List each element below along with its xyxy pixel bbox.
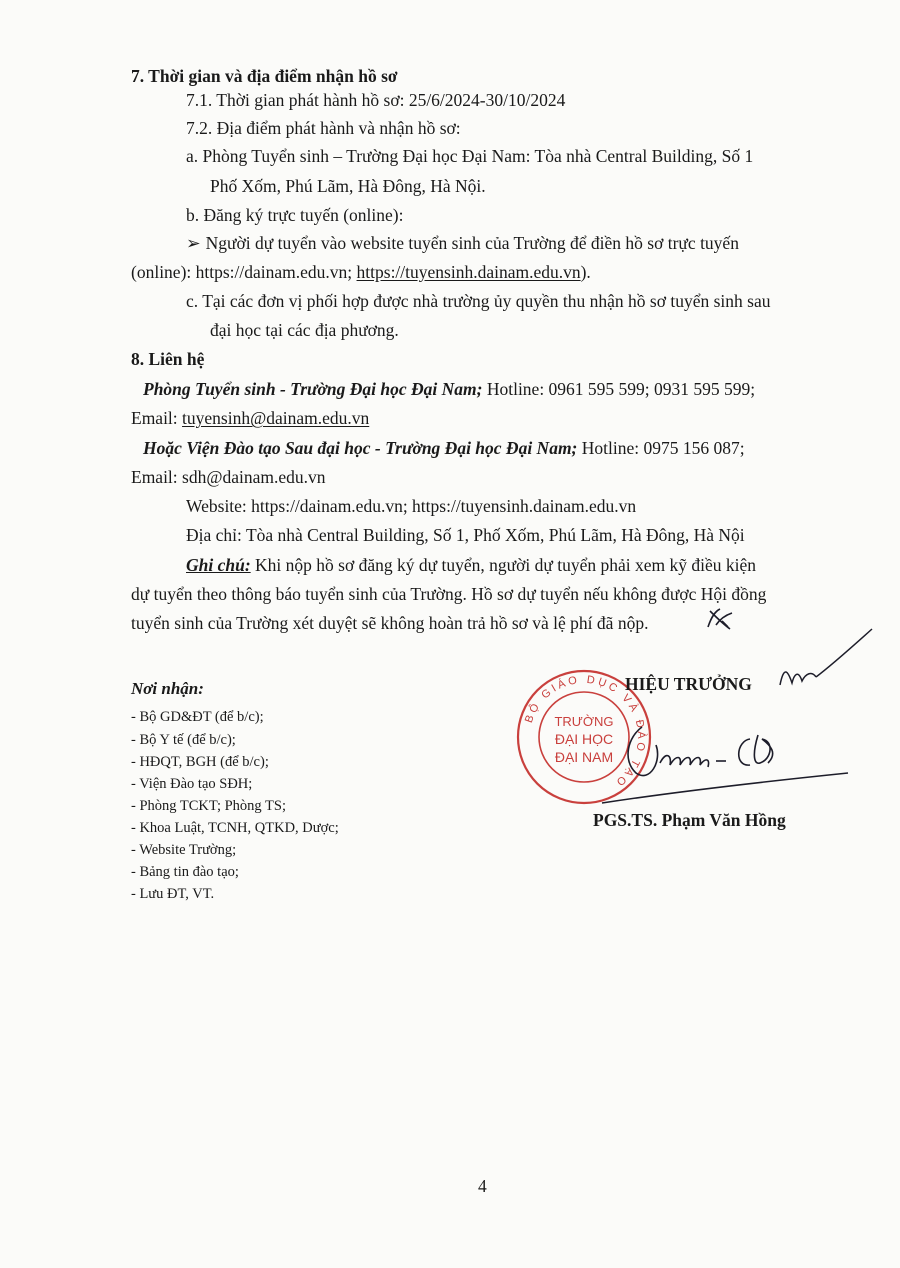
- recipient-item: - Website Trường;: [131, 842, 237, 858]
- recipient-item: - Bộ Y tế (để b/c);: [131, 732, 236, 748]
- item-b: b. Đăng ký trực tuyến (online):: [186, 205, 404, 225]
- note-line1: [186, 557, 756, 575]
- bullet-text: Người dự tuyển vào website tuyển sinh của Trường để điền hồ sơ trực tuyến: [205, 233, 739, 253]
- initials-mark: [702, 605, 738, 635]
- recipient-item: - Viện Đào tạo SĐH;: [131, 776, 253, 792]
- office2-email: Email: sdh@dainam.edu.vn: [131, 467, 326, 487]
- section-7-2: 7.2. Địa điểm phát hành và nhận hồ sơ:: [186, 118, 461, 138]
- note-line1-text: Khi nộp hồ sơ đăng ký dự tuyển, người dự tuyển phải xem kỹ điều kiện: [250, 555, 756, 575]
- note-line2: dự tuyển theo thông báo tuyển sinh của Trường. Hồ sơ dự tuyển nếu không được Hội đồng: [131, 584, 767, 604]
- office1-email-line: [131, 410, 369, 428]
- section-8-heading: 8. Liên hệ: [131, 349, 205, 369]
- note-line3: tuyển sinh của Trường xét duyệt sẽ không hoàn trả hồ sơ và lệ phí đã nộp.: [131, 613, 649, 633]
- section-7-1: 7.1. Thời gian phát hành hồ sơ: 25/6/2024-30/10/2024: [186, 90, 566, 110]
- note-label: Ghi chú:: [186, 555, 251, 575]
- handwritten-signature: [600, 715, 850, 810]
- item-c-line1: c. Tại các đơn vị phối hợp được nhà trường ủy quyền thu nhận hồ sơ tuyển sinh sau: [186, 291, 771, 311]
- signer-name: PGS.TS. Phạm Văn Hồng: [593, 810, 786, 830]
- bullet-line2-prefix: (online): https://dainam.edu.vn;: [131, 262, 357, 282]
- signature-title: HIỆU TRƯỞNG: [625, 674, 752, 694]
- office1-email-link[interactable]: tuyensinh@dainam.edu.vn: [182, 408, 370, 428]
- office1-email-label: Email:: [131, 408, 183, 428]
- tuyensinh-link[interactable]: https://tuyensinh.dainam.edu.vn: [356, 262, 581, 282]
- office1-hotline: Hotline: 0961 595 599; 0931 595 599;: [482, 379, 756, 399]
- bullet-line2: [131, 264, 591, 282]
- recipient-item: - Bảng tin đào tạo;: [131, 864, 239, 880]
- item-c-line2: đại học tại các địa phương.: [210, 320, 399, 340]
- office2-line: [143, 440, 745, 458]
- website-line: Website: https://dainam.edu.vn; https://tuyensinh.dainam.edu.vn: [186, 496, 637, 516]
- section-7-heading: 7. Thời gian và địa điểm nhận hồ sơ: [131, 66, 398, 86]
- recipient-item: - Lưu ĐT, VT.: [131, 886, 215, 902]
- office1-name: Phòng Tuyển sinh - Trường Đại học Đại Nam;: [143, 379, 483, 399]
- office1-line: [143, 381, 755, 399]
- svg-text:ĐẠI HỌC: ĐẠI HỌC: [554, 731, 614, 747]
- recipient-item: - HĐQT, BGH (để b/c);: [131, 754, 269, 770]
- svg-text:ĐẠI NAM: ĐẠI NAM: [554, 749, 614, 765]
- svg-text:TRƯỜNG: TRƯỜNG: [554, 714, 614, 729]
- recipients-title: Nơi nhận:: [131, 679, 204, 698]
- item-a-line2: Phố Xốm, Phú Lãm, Hà Đông, Hà Nội.: [210, 176, 486, 196]
- bullet-line1: [186, 235, 739, 253]
- item-a-line1: a. Phòng Tuyển sinh – Trường Đại học Đại Nam: Tòa nhà Central Building, Số 1: [186, 146, 754, 166]
- office2-name: Hoặc Viện Đào tạo Sau đại học - Trường Đại học Đại Nam;: [143, 438, 578, 458]
- signature-initial-scribble: [772, 625, 882, 700]
- recipient-item: - Bộ GD&ĐT (để b/c);: [131, 709, 264, 725]
- bullet-line2-suffix: ).: [580, 262, 591, 282]
- page-number: 4: [478, 1176, 487, 1196]
- office2-hotline: Hotline: 0975 156 087;: [577, 438, 745, 458]
- svg-text:BỘ GIÁO DỤC VÀ ĐÀO TẠO: BỘ GIÁO DỤC VÀ ĐÀO TẠO: [522, 673, 648, 790]
- recipient-item: - Phòng TCKT; Phòng TS;: [131, 798, 286, 814]
- arrow-bullet-icon: ➢: [186, 233, 201, 253]
- recipient-item: - Khoa Luật, TCNH, QTKD, Dược;: [131, 820, 339, 836]
- address-line: Địa chỉ: Tòa nhà Central Building, Số 1, Phố Xốm, Phú Lãm, Hà Đông, Hà Nội: [186, 525, 745, 545]
